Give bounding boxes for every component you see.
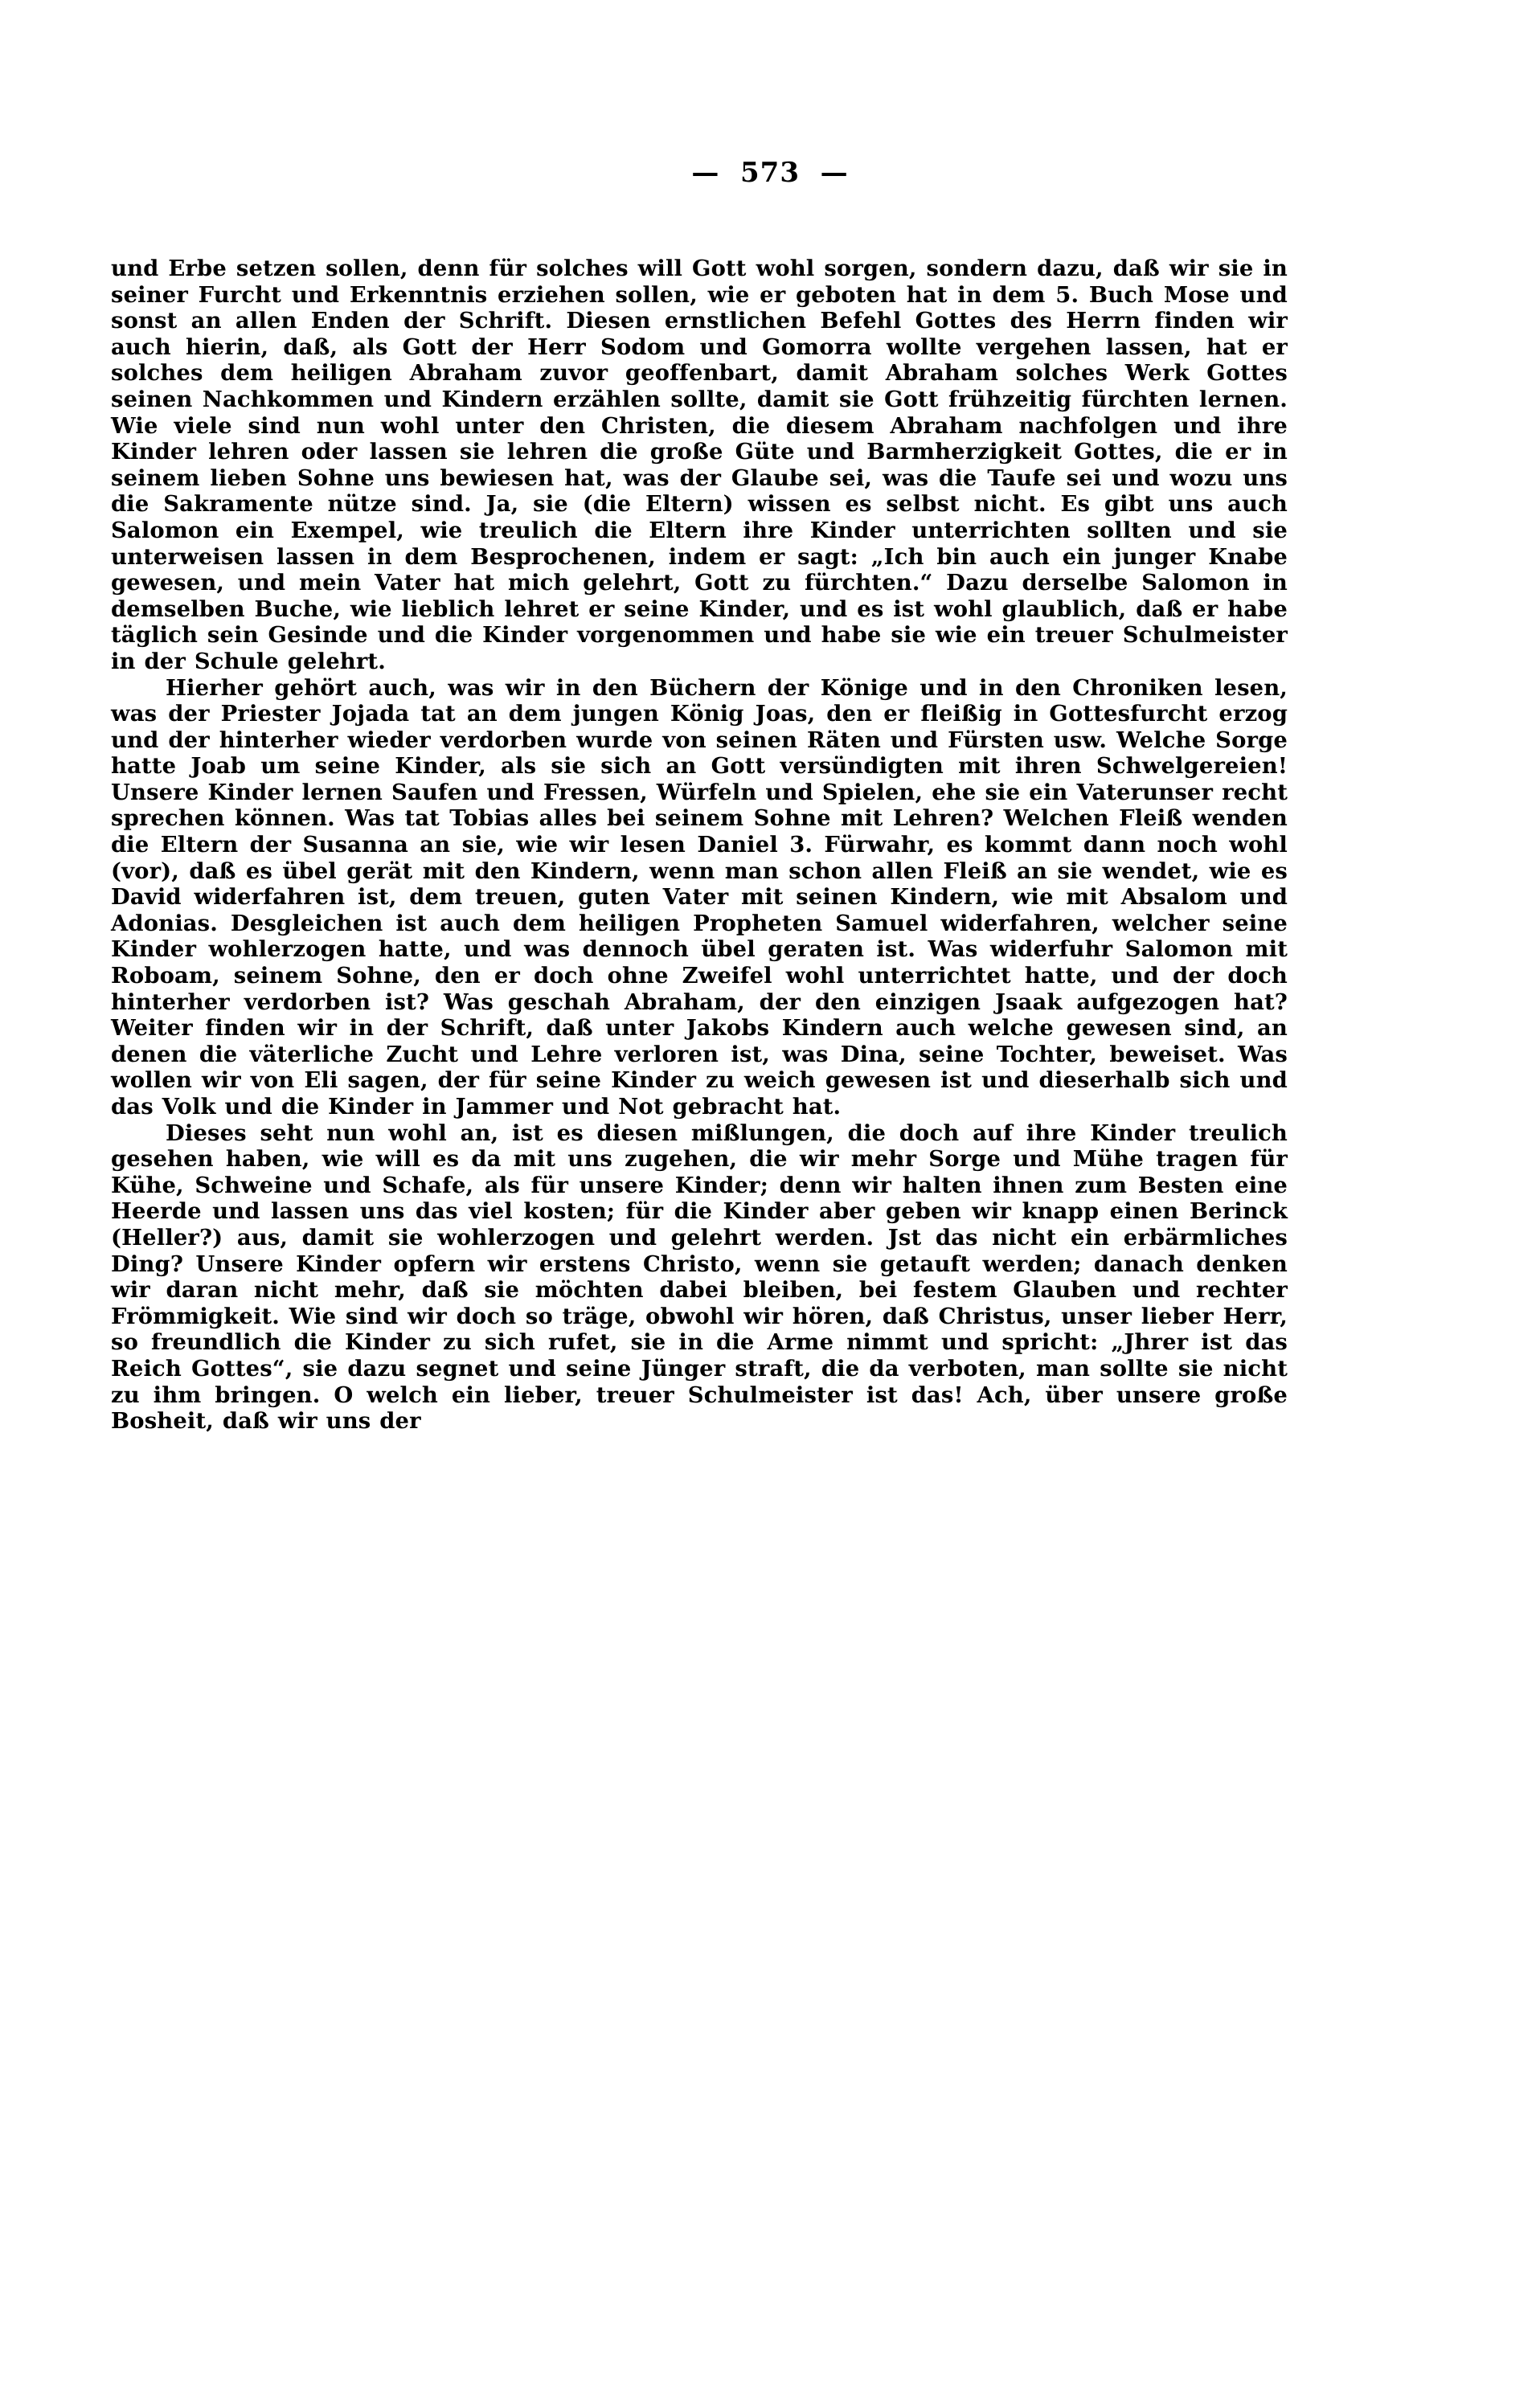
main-text-block [111,256,1288,1435]
body-paragraph-3: Dieses seht nun wohl an, ist es diesen mißlungen, die doch auf ihre Kinder treulich gesehen haben, wie will es da mit uns zugehen, die wir mehr Sorge und Mühe tragen für Kühe, Schweine und Schafe, als für unsere Kinder; denn wir halten ihnen zum Besten eine Heerde und lassen uns das viel kosten; für die Kinder aber geben wir knapp einen Berinck (Heller?) aus, damit sie wohlerzogen und gelehrt werden. Jst das nicht ein erbärmliches Ding? Unsere Kinder opfern wir erstens Christo, wenn sie getauft werden; danach denken wir daran nicht mehr, daß sie möchten dabei bleiben, bei festem Glauben und rechter Frömmigkeit. Wie sind wir doch so träge, obwohl wir hören, daß Christus, unser lieber Herr, so freundlich die Kinder zu sich rufet, sie in die Arme nimmt und spricht: „Jhrer ist das Reich Gottes“, sie dazu segnet und seine Jünger straft, die da verboten, man sollte sie nicht zu ihm bringen. O welch ein lieber, treuer Schulmeister ist das! Ach, über unsere große Bosheit, daß wir uns der [111,1120,1288,1435]
body-paragraph-2: Hierher gehört auch, was wir in den Büchern der Könige und in den Chroniken lesen, was der Priester Jojada tat an dem jungen König Joas, den er fleißig in Gottesfurcht erzog und der hinterher wieder verdorben wurde von seinen Räten und Fürsten usw. Welche Sorge hatte Joab um seine Kinder, als sie sich an Gott versündigten mit ihren Schwelgereien! Unsere Kinder lernen Saufen und Fressen, Würfeln und Spielen, ehe sie ein Vaterunser recht sprechen können. Was tat Tobias alles bei seinem Sohne mit Lehren? Welchen Fleiß wenden die Eltern der Susanna an sie, wie wir lesen Daniel 3. Fürwahr, es kommt dann noch wohl (vor), daß es übel gerät mit den Kindern, wenn man schon allen Fleiß an sie wendet, wie es David widerfahren ist, dem treuen, guten Vater mit seinen Kindern, wie mit Absalom und Adonias. Desgleichen ist auch dem heiligen Propheten Samuel widerfahren, welcher seine Kinder wohlerzogen hatte, und was dennoch übel geraten ist. Was widerfuhr Salomon mit Roboam, seinem Sohne, den er doch ohne Zweifel wohl unterrichtet hatte, und der doch hinterher verdorben ist? Was geschah Abraham, der den einzigen Jsaak aufgezogen hat? Weiter finden wir in der Schrift, daß unter Jakobs Kindern auch welche gewesen sind, an denen die väterliche Zucht und Lehre verloren ist, was Dina, seine Tochter, beweiset. Was wollen wir von Eli sagen, der für seine Kinder zu weich gewesen ist und dieserhalb sich und das Volk und die Kinder in Jammer und Not gebracht hat. [111,674,1288,1120]
body-paragraph-1: und Erbe setzen sollen, denn für solches will Gott wohl sorgen, sondern dazu, daß wir sie in seiner Furcht und Erkenntnis erziehen sollen, wie er geboten hat in dem 5. Buch Mose und sonst an allen Enden der Schrift. Diesen ernstlichen Befehl Gottes des Herrn finden wir auch hierin, daß, als Gott der Herr Sodom und Gomorra wollte vergehen lassen, hat er solches dem heiligen Abraham zuvor geoffenbart, damit Abraham solches Werk Gottes seinen Nachkommen und Kindern erzählen sollte, damit sie Gott frühzeitig fürchten lernen. Wie viele sind nun wohl unter den Christen, die diesem Abraham nachfolgen und ihre Kinder lehren oder lassen sie lehren die große Güte und Barmherzigkeit Gottes, die er in seinem lieben Sohne uns bewiesen hat, was der Glaube sei, was die Taufe sei und wozu uns die Sakramente nütze sind. Ja, sie (die Eltern) wissen es selbst nicht. Es gibt uns auch Salomon ein Exempel, wie treulich die Eltern ihre Kinder unterrichten sollten und sie unterweisen lassen in dem Besprochenen, indem er sagt: „Ich bin auch ein junger Knabe gewesen, und mein Vater hat mich gelehrt, Gott zu fürchten.“ Dazu derselbe Salomon in demselben Buche, wie lieblich lehret er seine Kinder, und es ist wohl glaublich, daß er habe täglich sein Gesinde und die Kinder vorgenommen und habe sie wie ein treuer Schulmeister in der Schule gelehrt. [111,256,1288,674]
page-number-folio: — 573 — [691,157,849,189]
